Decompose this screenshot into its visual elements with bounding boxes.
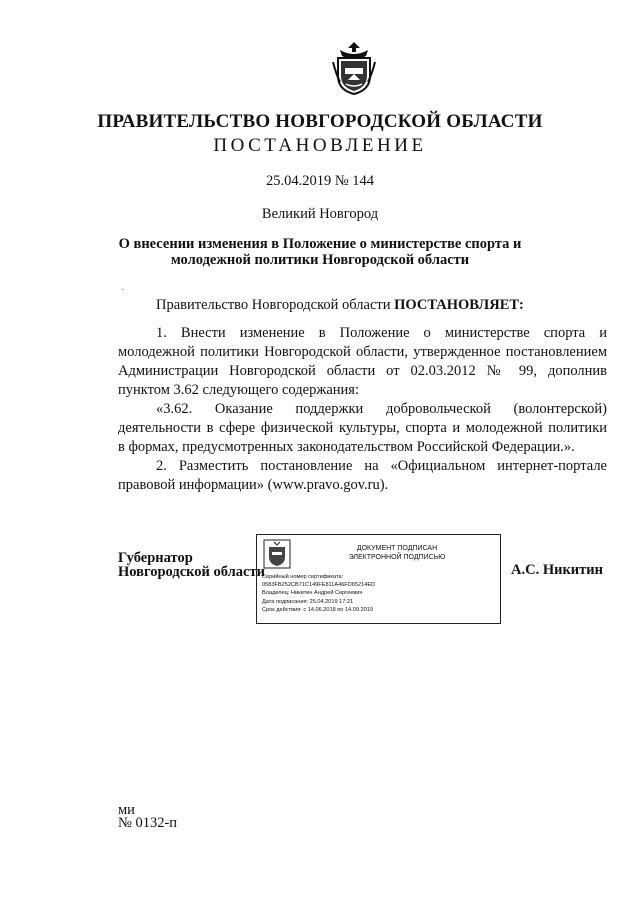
preamble	[118, 296, 607, 315]
stamp-title	[297, 544, 497, 562]
item-2-line: 2. Разместить постановление на «Официальном интернет-портале	[156, 458, 607, 474]
position-line-2: Новгородской области	[118, 564, 265, 580]
subject-line-2: молодежной политики Новгородской области	[170, 252, 470, 268]
item-1-line: пунктом 3.62 следующего содержания:	[118, 382, 359, 398]
item-1	[118, 324, 607, 400]
footer-reference	[118, 804, 177, 830]
signed-date: Дата подписания: 25.04.2019 17:21	[262, 598, 354, 605]
stamp-title-line-2: ЭЛЕКТРОННОЙ ПОДПИСЬЮ	[348, 554, 446, 561]
preamble-text: Правительство Новгородской области	[156, 297, 395, 313]
cert-label: Серийный номер сертификата:	[262, 574, 344, 580]
cert-owner: Владелец: Никитин Андрей Сергеевич	[262, 590, 363, 597]
footer-number: № 0132-п	[118, 815, 178, 831]
item-2-line: правовой информации» (www.pravo.gov.ru).	[118, 477, 389, 493]
item-2	[118, 457, 607, 495]
signatory-name: А.С. Никитин	[511, 562, 603, 578]
novgorod-coat-of-arms-icon	[330, 40, 378, 96]
electronic-signature-stamp	[256, 534, 501, 624]
quoted-clause	[118, 400, 607, 457]
quote-line: «3.62. Оказание поддержки добровольческой (волонтерской)	[156, 401, 607, 417]
stray-mark: ·	[121, 285, 125, 296]
stamp-details	[262, 573, 375, 614]
date-and-number: 25.04.2019 № 144	[265, 173, 375, 189]
subject-line-1: О внесении изменения в Положение о министерстве спорта и	[118, 236, 522, 252]
stamp-emblem-icon	[263, 539, 291, 569]
city: Великий Новгород	[261, 206, 379, 222]
quote-line: в формах, предусмотренных законодательством Российской Федерации.».	[118, 439, 575, 455]
item-1-line: молодежной политики Новгородской области, утвержденное постановлением	[118, 344, 607, 360]
position-line-1: Губернатор	[118, 550, 193, 566]
item-1-line: 1. Внести изменение в Положение о министерстве спорта и	[156, 325, 607, 341]
organization-title: ПРАВИТЕЛЬСТВО НОВГОРОДСКОЙ ОБЛАСТИ	[97, 111, 543, 132]
stamp-title-line-1: ДОКУМЕНТ ПОДПИСАН	[356, 545, 438, 552]
cert-validity: Срок действия: с 14.06.2018 по 14.09.2019	[262, 606, 373, 613]
cert-serial: 0583FB252CB71C149FE811A46FD65214ED	[262, 582, 376, 589]
document-subject	[0, 236, 640, 268]
signatory-position	[118, 551, 265, 579]
quote-line: деятельности в сфере физической культуры, спорта и молодежной политики	[118, 420, 607, 436]
footer-initials: ми	[118, 802, 135, 818]
item-1-line: Администрации Новгородской области от 02.03.2012 № 99, дополнив	[118, 363, 607, 379]
document-type: ПОСТАНОВЛЕНИЕ	[213, 135, 427, 156]
preamble-keyword: ПОСТАНОВЛЯЕТ:	[394, 297, 524, 313]
